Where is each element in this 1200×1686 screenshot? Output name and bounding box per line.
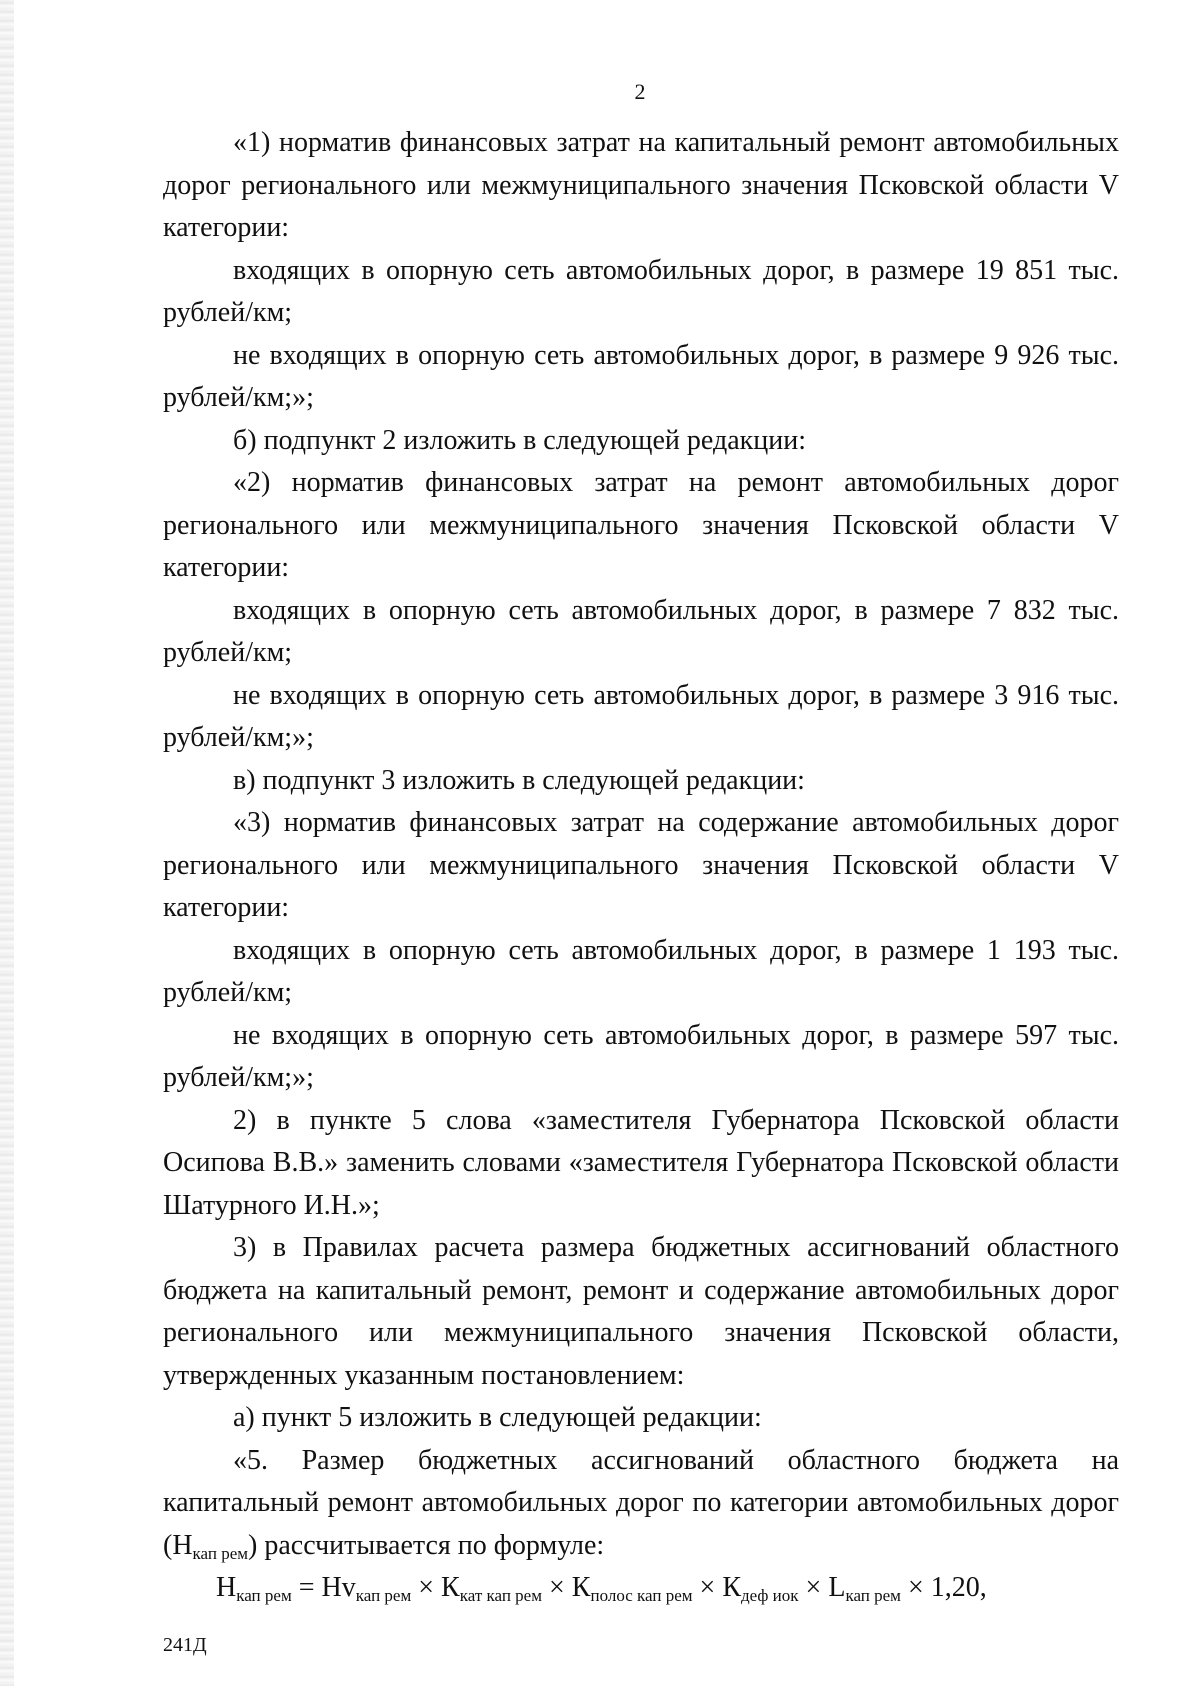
paragraph-text-end: ) рассчитывается по формуле: bbox=[248, 1529, 605, 1561]
document-code: 241Д bbox=[163, 1634, 207, 1656]
paragraph: а) пункт 5 изложить в следующей редакции: bbox=[233, 1402, 762, 1433]
paragraph: б) подпункт 2 изложить в следующей редакции: bbox=[233, 424, 806, 456]
formula-symbol: Н bbox=[216, 1572, 237, 1603]
subscript: кап рем bbox=[192, 1543, 249, 1563]
formula-symbol: К bbox=[722, 1572, 742, 1603]
formula-subscript: кап рем bbox=[355, 1586, 412, 1605]
paragraph: не входящих в опорную сеть автомобильных дорог, в размере 9 926 тыс. рублей/км;»; bbox=[163, 339, 1119, 413]
paragraph: «2) норматив финансовых затрат на ремонт автомобильных дорог регионального или межмуниципального значения Псковской области V категории: bbox=[163, 467, 1119, 583]
paragraph-formula-intro bbox=[163, 1440, 1119, 1568]
paragraph: «3) норматив финансовых затрат на содержание автомобильных дорог регионального или межмуниципального значения Псковской области V категории: bbox=[163, 807, 1119, 923]
paragraph: входящих в опорную сеть автомобильных дорог, в размере 1 193 тыс. рублей/км; bbox=[163, 934, 1119, 1008]
paragraph: «1) норматив финансовых затрат на капитальный ремонт автомобильных дорог регионального или межмуниципального значения Псковской области V категории: bbox=[163, 127, 1119, 243]
paragraph: 2) в пункте 5 слова «заместителя Губернатора Псковской области Осипова В.В.» заменить словами «заместителя Губернатора Псковской области Шатурного И.Н.»; bbox=[163, 1104, 1119, 1221]
paragraph: не входящих в опорную сеть автомобильных дорог, в размере 597 тыс. рублей/км;»; bbox=[163, 1019, 1119, 1093]
formula-subscript: полос кап рем bbox=[590, 1586, 693, 1605]
document-body bbox=[163, 122, 1119, 1610]
formula-subscript: деф иок bbox=[741, 1586, 799, 1605]
formula-operator: × bbox=[411, 1572, 442, 1603]
paragraph: входящих в опорную сеть автомобильных дорог, в размере 19 851 тыс. рублей/км; bbox=[163, 254, 1119, 328]
paragraph: не входящих в опорную сеть автомобильных дорог, в размере 3 916 тыс. рублей/км;»; bbox=[163, 679, 1119, 753]
scan-edge bbox=[0, 0, 14, 1686]
formula bbox=[163, 1567, 1119, 1610]
formula-tail: × 1,20, bbox=[900, 1572, 987, 1603]
paragraph: входящих в опорную сеть автомобильных дорог, в размере 7 832 тыс. рублей/км; bbox=[163, 594, 1119, 668]
formula-subscript: кат кап рем bbox=[459, 1586, 542, 1605]
page-number: 2 bbox=[634, 79, 646, 104]
paragraph: 3) в Правилах расчета размера бюджетных ассигнований областного бюджета на капитальный ремонт, ремонт и содержание автомобильных дорог регионального или межмуниципального значения Псковской области, утвержденных указанным постановлением: bbox=[163, 1232, 1119, 1391]
formula-symbol: К bbox=[441, 1572, 460, 1603]
formula-symbol: L bbox=[828, 1572, 846, 1603]
formula-operator: × bbox=[541, 1572, 572, 1603]
formula-subscript: кап рем bbox=[236, 1586, 292, 1605]
formula-operator: = bbox=[291, 1572, 322, 1603]
formula-symbol: Нv bbox=[321, 1572, 356, 1603]
paragraph-text: «5. Размер бюджетных ассигнований областного бюджета на капитальный ремонт автомобильных дорог по категории автомобильных дорог (Н bbox=[163, 1444, 1119, 1561]
formula-subscript: кап рем bbox=[845, 1586, 901, 1605]
formula-operator: × bbox=[692, 1572, 723, 1603]
formula-operator: × bbox=[798, 1572, 829, 1603]
paragraph: в) подпункт 3 изложить в следующей редакции: bbox=[233, 764, 805, 796]
formula-symbol: К bbox=[571, 1572, 591, 1603]
